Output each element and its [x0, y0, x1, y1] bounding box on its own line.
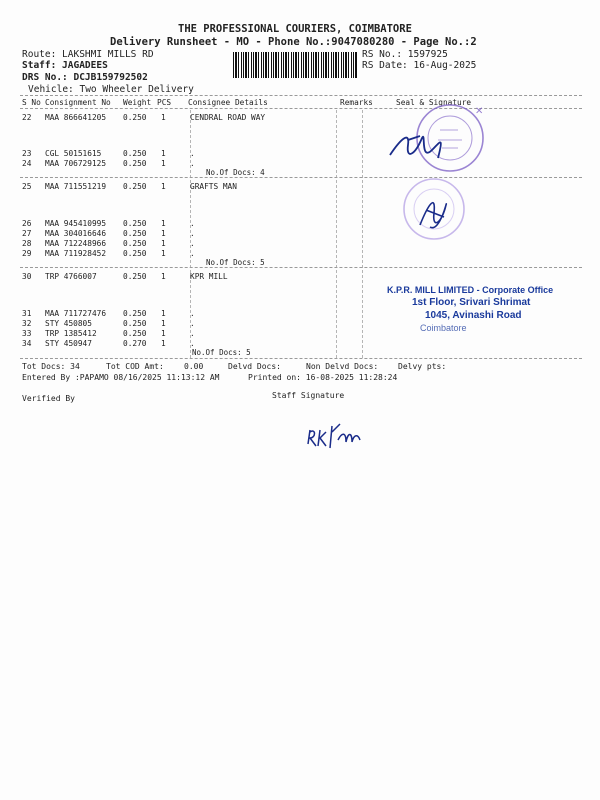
group-divider	[20, 177, 582, 178]
cell-consignee: .	[190, 239, 195, 248]
delivered-docs-label: Delvd Docs:	[228, 362, 281, 371]
cell-pcs: 1	[161, 249, 166, 258]
cell-pcs: 1	[161, 319, 166, 328]
cell-sno: 30	[22, 272, 32, 281]
cell-weight: 0.250	[123, 319, 147, 328]
cell-consignee: .	[190, 249, 195, 258]
cell-sno: 23	[22, 149, 32, 158]
cell-weight: 0.250	[123, 249, 147, 258]
cell-weight: 0.250	[123, 182, 147, 191]
table-row	[0, 219, 600, 229]
route-label: Route: LAKSHMI MILLS RD	[22, 49, 154, 60]
cell-pcs: 1	[161, 159, 166, 168]
cell-consignee: CENDRAL ROAD WAY	[190, 113, 266, 122]
cell-weight: 0.250	[123, 149, 147, 158]
delivery-points-label: Delvy pts:	[398, 362, 447, 371]
cell-consignee: .	[190, 339, 195, 348]
cell-pcs: 1	[161, 272, 166, 281]
central-roadways-seal	[380, 100, 495, 185]
cell-consignee: .	[190, 159, 195, 168]
col-pcs: PCS	[157, 98, 172, 107]
table-row	[0, 329, 600, 339]
entered-by: Entered By :PAPAMO 08/16/2025 11:13:12 AM	[22, 373, 220, 382]
cell-weight: 0.250	[123, 329, 147, 338]
group-doc-count: No.Of Docs: 5	[192, 348, 251, 357]
svg-text:✕: ✕	[475, 106, 484, 117]
table-row	[0, 149, 600, 159]
table-row	[0, 239, 600, 249]
cell-sno: 32	[22, 319, 32, 328]
cell-consignment: MAA 711928452	[45, 249, 107, 258]
cell-sno: 34	[22, 339, 32, 348]
cell-consignment: MAA 712248966	[45, 239, 107, 248]
cell-pcs: 1	[161, 182, 166, 191]
signature-stroke	[308, 424, 360, 448]
col-consignment: Consignment No	[45, 98, 111, 107]
cell-consignment: MAA 945410995	[45, 219, 107, 228]
cell-pcs: 1	[161, 339, 166, 348]
cell-weight: 0.250	[123, 239, 147, 248]
table-row	[0, 159, 600, 169]
table-row	[0, 229, 600, 239]
group-divider	[20, 267, 582, 268]
signature-stroke	[390, 136, 441, 158]
cell-weight: 0.250	[123, 159, 147, 168]
kpr-stamp-line2: 1st Floor, Srivari Shrimat	[412, 297, 531, 308]
cell-pcs: 1	[161, 113, 166, 122]
cell-sno: 24	[22, 159, 32, 168]
cell-pcs: 1	[161, 229, 166, 238]
rs-date: RS Date: 16-Aug-2025	[362, 60, 477, 71]
verified-by-label: Verified By	[22, 394, 75, 403]
cell-weight: 0.270	[123, 339, 147, 348]
kpr-stamp-line4: Coimbatore	[420, 323, 467, 333]
table-header	[0, 98, 600, 108]
cell-weight: 0.250	[123, 219, 147, 228]
cell-sno: 28	[22, 239, 32, 248]
cell-consignment: STY 450805	[45, 319, 92, 328]
printed-on: Printed on: 16-08-2025 11:28:24	[248, 373, 398, 382]
rs-number: RS No.: 1597925	[362, 49, 448, 60]
cell-pcs: 1	[161, 329, 166, 338]
table-bottom-rule	[20, 358, 582, 359]
cell-consignment: MAA 711727476	[45, 309, 107, 318]
cell-consignee: .	[190, 219, 195, 228]
cell-pcs: 1	[161, 219, 166, 228]
table-row	[0, 113, 600, 123]
cell-consignment: STY 450947	[45, 339, 92, 348]
cell-sno: 27	[22, 229, 32, 238]
group-doc-count: No.Of Docs: 5	[206, 258, 265, 267]
col-seal: Seal & Signature	[396, 98, 472, 107]
col-sno: S No	[22, 98, 41, 107]
cell-sno: 31	[22, 309, 32, 318]
cell-consignee: .	[190, 319, 195, 328]
kpr-stamp-line1: K.P.R. MILL LIMITED - Corporate Office	[387, 285, 554, 295]
total-docs: Tot Docs: 34	[22, 362, 80, 371]
drs-label: DRS No.: DCJB159792502	[22, 72, 148, 83]
table-row	[0, 339, 600, 349]
table-row	[0, 249, 600, 259]
table-row	[0, 182, 600, 192]
group-doc-count: No.Of Docs: 4	[206, 168, 265, 177]
cell-consignment: MAA 711551219	[45, 182, 107, 191]
runsheet-subtitle: Delivery Runsheet - MO - Phone No.:9047080280 - Page No.:2	[110, 36, 477, 48]
cell-weight: 0.250	[123, 229, 147, 238]
kpr-stamp-line3: 1045, Avinashi Road	[425, 310, 522, 321]
barcode-image	[233, 52, 358, 78]
cell-consignee: .	[190, 229, 195, 238]
cell-pcs: 1	[161, 239, 166, 248]
header-bottom-rule	[20, 108, 582, 109]
cell-sno: 33	[22, 329, 32, 338]
staff-label: Staff: JAGADEES	[22, 60, 108, 71]
table-row	[0, 272, 600, 282]
cell-pcs: 1	[161, 309, 166, 318]
signature-stroke	[420, 203, 446, 228]
seal-stamp-shape	[417, 105, 483, 171]
cell-weight: 0.250	[123, 309, 147, 318]
non-delivered-docs-label: Non Delvd Docs:	[306, 362, 379, 371]
cell-weight: 0.250	[123, 113, 147, 122]
vehicle-label: Vehicle: Two Wheeler Delivery	[28, 84, 194, 95]
cell-weight: 0.250	[123, 272, 147, 281]
cell-consignment: MAA 706729125	[45, 159, 107, 168]
total-cod-label: Tot COD Amt:	[106, 362, 164, 371]
col-weight: Weight	[123, 98, 152, 107]
cell-consignment: MAA 866641205	[45, 113, 107, 122]
total-cod-value: 0.00	[184, 362, 204, 371]
cell-pcs: 1	[161, 149, 166, 158]
cell-sno: 29	[22, 249, 32, 258]
cell-consignment: TRP 4766007	[45, 272, 97, 281]
staff-signature	[302, 418, 372, 454]
company-title: THE PROFESSIONAL COURIERS, COIMBATORE	[178, 23, 412, 35]
cell-sno: 22	[22, 113, 32, 122]
cell-sno: 25	[22, 182, 32, 191]
cell-consignee: .	[190, 149, 195, 158]
cell-consignee: .	[190, 329, 195, 338]
cell-consignment: MAA 304016646	[45, 229, 107, 238]
cell-sno: 26	[22, 219, 32, 228]
col-remarks: Remarks	[340, 98, 373, 107]
grafts-man-seal	[390, 175, 480, 247]
cell-consignee: GRAFTS MAN	[190, 182, 237, 191]
staff-signature-label: Staff Signature	[272, 391, 345, 400]
cell-consignment: CGL 50151615	[45, 149, 102, 158]
cell-consignee: .	[190, 309, 195, 318]
cell-consignee: KPR MILL	[190, 272, 228, 281]
cell-consignment: TRP 1385412	[45, 329, 97, 338]
col-consignee: Consignee Details	[188, 98, 268, 107]
header-top-rule	[20, 95, 582, 96]
